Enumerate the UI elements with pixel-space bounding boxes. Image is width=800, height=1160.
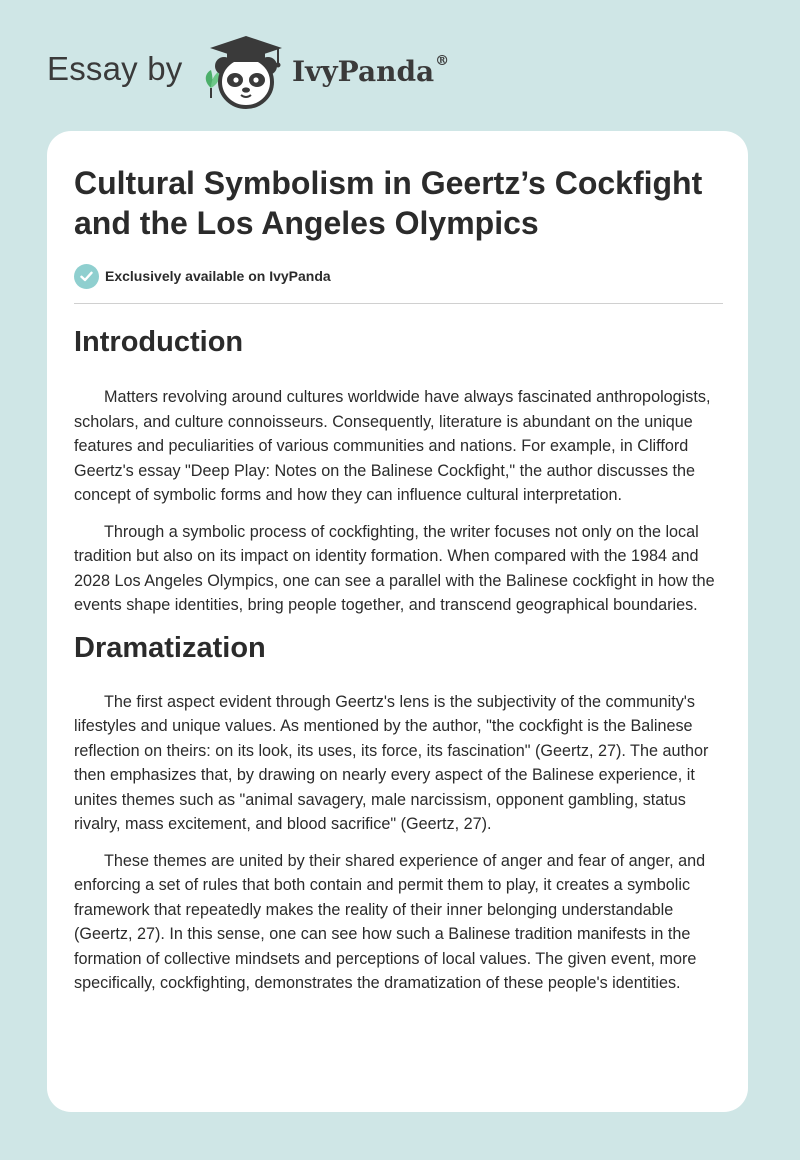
site-header [0,0,800,130]
paragraph: The first aspect evident through Geertz's lens is the subjectivity of the community's lifestyles and unique values. As mentioned by the author, "the cockfight is the Balinese reflection on theirs: on its look, its uses, its force, its fascination" (Geertz, 27). The author then emphasizes that, by drawing on nearly every aspect of the Balinese experience, it unites themes such as "animal savagery, male narcissism, opponent gambling, status rivalry, mass excitement, and blood sacrifice" (Geertz, 27). [74,692,709,833]
essay-title: Cultural Symbolism in Geertz’s Cockfight and the Los Angeles Olympics [74,165,703,241]
paragraph: Matters revolving around cultures worldwide have always fascinated anthropologists, scholars, and culture connoisseurs. Consequently, literature is abundant on the unique features and peculiarities of various communities and nations. For example, in Clifford Geertz's essay "Deep Play: Notes on the Balinese Cockfight," the author discusses the concept of symbolic forms and how they can influence cultural interpretation. [74,388,711,504]
registered-mark: ® [435,53,450,69]
exclusive-badge [74,263,331,289]
panda-graduate-icon[interactable] [200,34,288,115]
paragraph: These themes are united by their shared experience of anger and fear of anger, and enforcing a set of rules that both contain and permit them to play, it creates a symbolic framework that repeatedly makes the reality of their inner belonging understandable (Geertz, 27). In this sense, one can see how such a Balinese tradition manifests in the formation of collective mindsets and perceptions of local values. The given event, more specifically, cockfighting, demonstrates the dramatization of these people's identities. [74,851,706,992]
exclusive-label: Exclusively available on IvyPanda [105,268,331,284]
essay-card [47,131,748,1112]
brand-name[interactable] [292,55,449,88]
section-heading: Dramatization [74,631,266,664]
section-dramatization [74,630,729,996]
essay-body [74,324,729,996]
title-divider [74,303,723,304]
check-circle-icon [74,264,99,289]
section-heading: Introduction [74,326,244,358]
paragraph: Through a symbolic process of cockfighting, the writer focuses not only on the local tradition but also on its impact on identity formation. When compared with the 1984 and 2028 Los Angeles Olympics, one can see a parallel with the Balinese cockfight in how the events shape identities, bring people together, and transcend geographical boundaries. [74,522,715,614]
section-introduction [74,324,729,618]
brand-name-text: IvyPanda [292,55,435,88]
brand-prefix: Essay by [47,50,183,87]
